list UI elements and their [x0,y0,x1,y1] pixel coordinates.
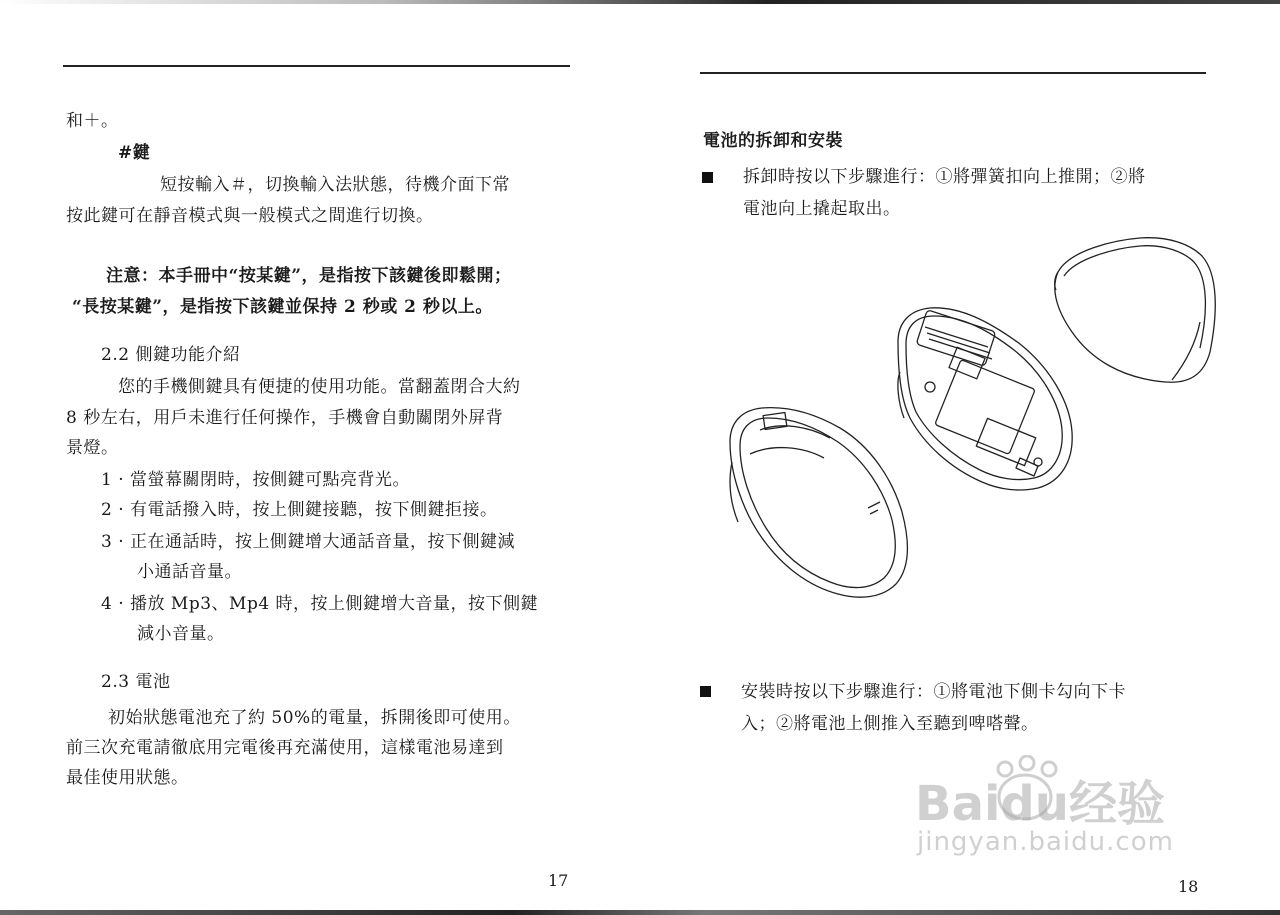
text-line: 最佳使用狀態。 [66,768,189,788]
watermark-url: jingyan.baidu.com [917,827,1174,857]
battery-section-heading: 電池的拆卸和安裝 [703,131,843,151]
battery-cover-drawing [1055,238,1216,383]
header-rule [700,72,1206,74]
text-line: 和＋。 [66,111,119,131]
text-line: 短按輸入＃，切換輸入法狀態，待機介面下常 [160,175,510,195]
list-item: 3 · 正在通話時，按上側鍵增大通話音量，按下側鍵減 [101,532,516,552]
open-phone-drawing [898,308,1072,490]
battery-removal-illustration [720,232,1230,612]
list-item-continuation: 小通話音量。 [137,562,242,582]
bullet-square-icon [702,172,713,183]
left-page [0,0,630,915]
section-heading-2-3: 2.3 電池 [101,672,171,692]
list-item: 2 · 有電話撥入時，按上側鍵接聽，按下側鍵拒接。 [101,500,498,520]
bullet-square-icon [700,686,711,697]
list-item: 4 · 播放 Mp3、Mp4 時，按上側鍵增大音量，按下側鍵 [101,594,539,614]
list-item-continuation: 減小音量。 [137,624,225,644]
scan-bottom-edge [0,910,1280,915]
section-heading-2-2: 2.2 側鍵功能介紹 [101,345,241,365]
remove-step-line: 拆卸時按以下步驟進行：①將彈簧扣向上推開；②將 [743,167,1146,187]
page-number: 17 [548,871,569,890]
text-line: 景燈。 [66,438,119,458]
watermark-logo-text: Baidu经验 [915,776,1165,832]
text-line: 初始狀態電池充了約 50%的電量，拆開後即可使用。 [108,708,521,728]
text-line: 8 秒左右，用戶未進行任何操作，手機會自動關閉外屏背 [66,408,504,428]
install-step-line: 入；②將電池上側推入至聽到啤嗒聲。 [741,714,1039,734]
text-line: 前三次充電請徹底用完電後再充滿使用，這樣電池易達到 [66,738,504,758]
list-item: 1 · 當螢幕關閉時，按側鍵可點亮背光。 [101,470,411,490]
remove-step-line: 電池向上撬起取出。 [743,199,901,219]
page-number: 18 [1178,877,1199,896]
text-line: 按此鍵可在靜音模式與一般模式之間進行切換。 [66,206,434,226]
hash-key-heading: #鍵 [118,143,151,163]
header-rule [63,65,570,67]
note-line: “長按某鍵”，是指按下該鍵並保持 2 秒或 2 秒以上。 [72,297,493,317]
closed-phone-drawing [730,408,907,598]
note-line: 注意：本手冊中“按某鍵”，是指按下該鍵後即鬆開； [106,266,512,286]
baidu-jingyan-watermark [905,755,1205,875]
text-line: 您的手機側鍵具有便捷的使用功能。當翻蓋閉合大約 [118,377,521,397]
install-step-line: 安裝時按以下步驟進行：①將電池下側卡勾向下卡 [741,682,1126,702]
